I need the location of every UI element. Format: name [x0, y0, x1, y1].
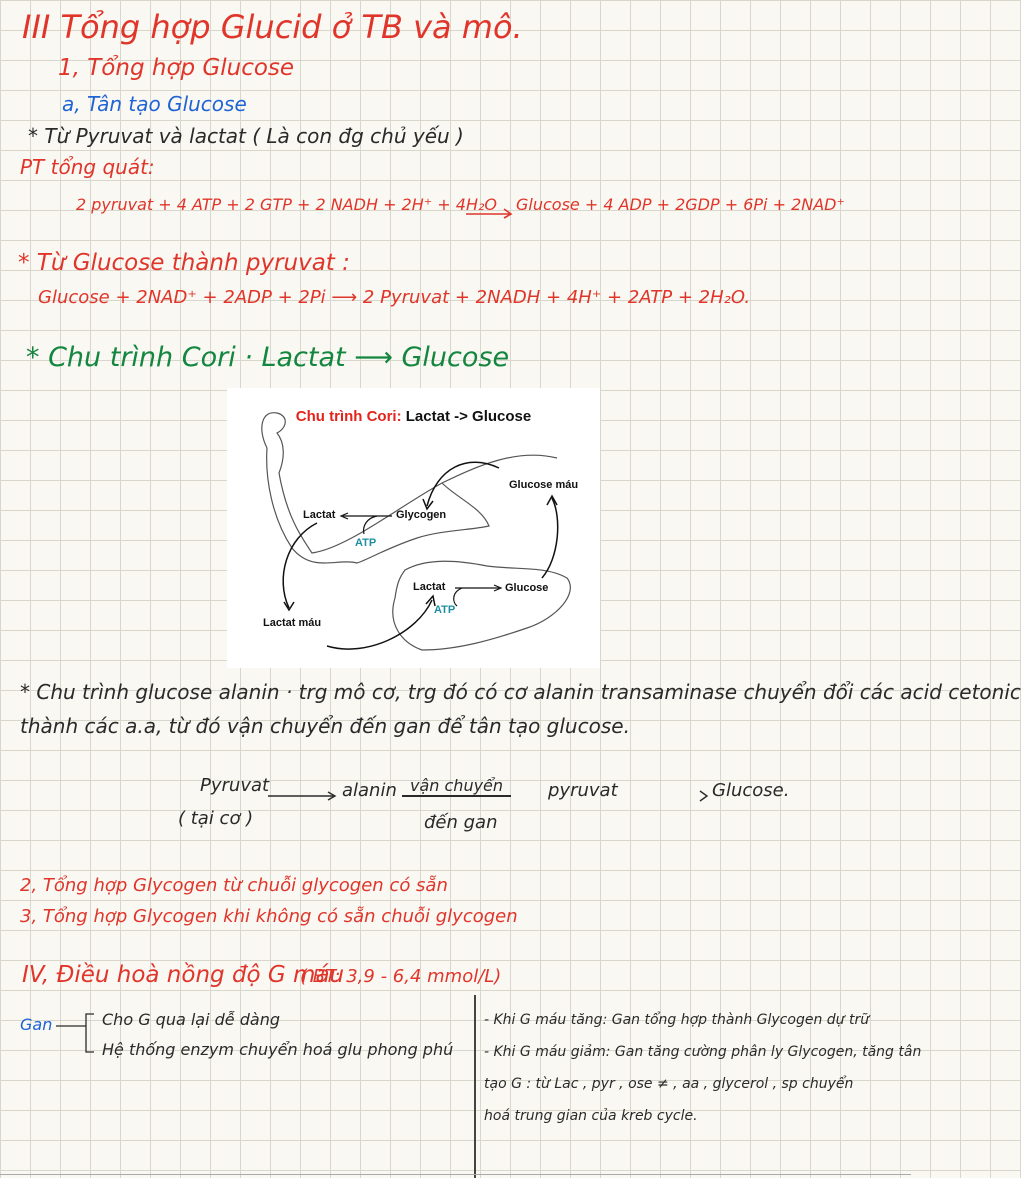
subheading-tong-hop-glucose: 1, Tổng hợp Glucose	[58, 55, 295, 81]
heading-cori-cycle: * Chu trình Cori · Lactat ⟶ Glucose	[26, 342, 510, 373]
diagram-title-black: Lactat -> Glucose	[405, 408, 532, 425]
subheading-tan-tao-glucose: a, Tân tạo Glucose	[62, 92, 247, 116]
flow-arrow-1	[268, 788, 338, 802]
label-atp-liver: ATP	[434, 604, 456, 616]
section-title-iv: IV, Điều hoà nồng độ G máu	[22, 962, 345, 988]
equation-2: Glucose + 2NAD⁺ + 2ADP + 2Pi ⟶ 2 Pyruvat + 2NADH + 4H⁺ + 2ATP + 2H₂O.	[38, 287, 751, 308]
flow-tai-co: ( tại cơ )	[178, 808, 254, 829]
flow-pyruvat-2: pyruvat	[548, 780, 618, 801]
label-atp-muscle: ATP	[355, 537, 377, 549]
section-title-iii: III Tổng hợp Glucid ở TB và mô.	[22, 8, 523, 46]
pt-label: PT tổng quát:	[20, 155, 155, 179]
normal-range: ( BT: 3,9 - 6,4 mmol/L)	[300, 966, 502, 987]
label-glucose-liver: Glucose	[505, 582, 549, 594]
gan-item-1: Cho G qua lại dễ dàng	[102, 1010, 280, 1029]
flow-pyruvat: Pyruvat	[200, 775, 270, 796]
note-from-pyruvat: * Từ Pyruvat và lactat ( Là con đg chủ yếu )	[28, 124, 464, 148]
glycogen-line-2: 2, Tổng hợp Glycogen từ chuỗi glycogen có sẵn	[20, 875, 448, 896]
regulation-line-3: tạo G : từ Lac , pyr , ose ≠ , aa , glycerol , sp chuyển	[484, 1076, 854, 1092]
cori-cycle-diagram	[227, 388, 600, 668]
column-divider	[474, 995, 476, 1178]
glycogen-line-3: 3, Tổng hợp Glycogen khi không có sẵn chuỗi glycogen	[20, 906, 518, 927]
regulation-line-2: - Khi G máu giảm: Gan tăng cường phân ly Glycogen, tăng tân	[484, 1044, 922, 1060]
label-glycogen: Glycogen	[396, 509, 447, 521]
regulation-line-4: hoá trung gian của kreb cycle.	[484, 1108, 698, 1124]
flow-den-gan: đến gan	[424, 812, 498, 833]
label-lactat-mau: Lactat máu	[263, 617, 322, 629]
flow-alanin: alanin	[342, 780, 397, 801]
flow-glucose: Glucose.	[712, 780, 790, 801]
alanin-line-1: * Chu trình glucose alanin · trg mô cơ, trg đó có cơ alanin transaminase chuyển đổi các acid cetonic	[20, 680, 1021, 704]
diagram-title	[227, 408, 600, 425]
gan-item-2: Hệ thống enzym chuyển hoá glu phong phú	[102, 1040, 454, 1059]
label-lactat-liver: Lactat	[413, 581, 446, 593]
label-glucose-mau: Glucose máu	[509, 479, 579, 491]
flow-arrow-2	[690, 788, 710, 802]
bottom-edge	[0, 1174, 911, 1175]
equation-1-right: Glucose + 4 ADP + 2GDP + 6Pi + 2NAD⁺	[516, 195, 845, 214]
flow-van-chuyen: vận chuyển	[402, 776, 511, 797]
equation-1-arrow	[466, 204, 514, 218]
heading-from-glucose: * Từ Glucose thành pyruvat :	[18, 250, 350, 276]
regulation-line-1: - Khi G máu tăng: Gan tổng hợp thành Glycogen dự trữ	[484, 1012, 870, 1028]
alanin-line-2: thành các a.a, từ đó vận chuyển đến gan để tân tạo glucose.	[20, 714, 630, 738]
diagram-title-red: Chu trình Cori:	[295, 408, 402, 425]
equation-1-left: 2 pyruvat + 4 ATP + 2 GTP + 2 NADH + 2H⁺ + 4H₂O	[76, 195, 498, 214]
label-lactat-muscle: Lactat	[303, 509, 336, 521]
gan-label: Gan	[20, 1015, 53, 1034]
gan-bracket	[56, 1010, 102, 1060]
